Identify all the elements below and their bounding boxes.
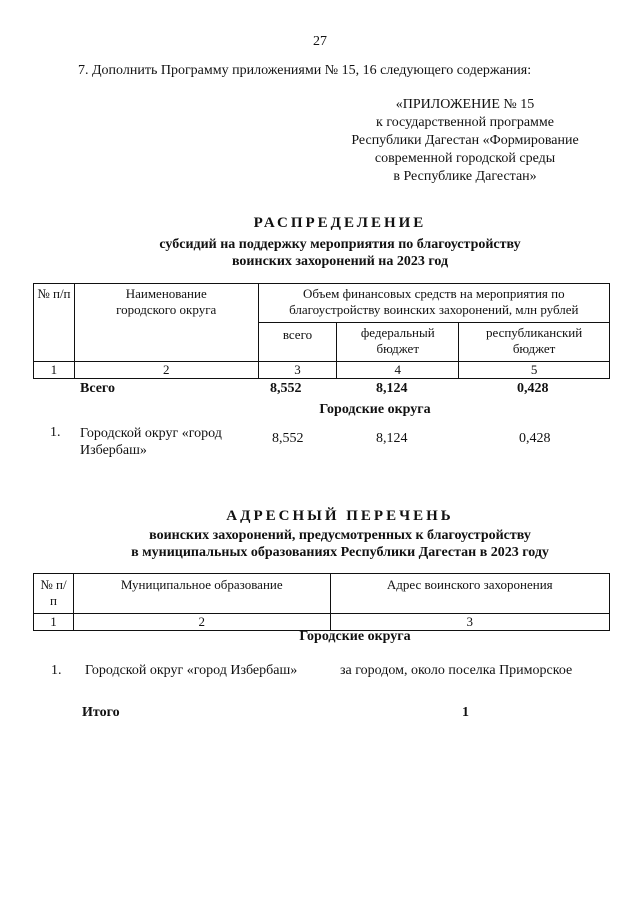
section-heading: Городские округа — [299, 629, 411, 644]
header-num: № п/п — [34, 574, 74, 614]
address-list-title: АДРЕСНЫЙ ПЕРЕЧЕНЬ — [226, 508, 454, 524]
header-federal-budget: федеральный бюджет — [337, 323, 459, 362]
header-funding-volume: Объем финансовых средств на мероприятия по благоустройству воинских захоронений, млн рублей — [258, 284, 609, 323]
section-heading: Городские округа — [319, 402, 431, 417]
distribution-table — [33, 283, 610, 379]
intro-paragraph: 7. Дополнить Программу приложениями № 15, 16 следующего содержания: — [78, 63, 532, 78]
row-district-name-line: Избербаш» — [80, 443, 147, 458]
row-district-name — [80, 425, 222, 459]
distribution-title: РАСПРЕДЕЛЕНИЕ — [253, 215, 427, 231]
total-value: 1 — [462, 705, 469, 720]
header-republic-budget: республиканский бюджет — [459, 323, 610, 362]
total-label: Итого — [82, 705, 120, 720]
appendix-line: к государственной программе — [376, 115, 554, 130]
appendix-line: Республики Дагестан «Формирование — [351, 133, 579, 148]
distribution-subtitle — [0, 236, 640, 270]
appendix-line: «ПРИЛОЖЕНИЕ № 15 — [395, 97, 535, 112]
address-table — [33, 573, 610, 631]
row-num: 1. — [51, 663, 62, 678]
distribution-subtitle-line: воинских захоронений на 2023 год — [231, 254, 449, 269]
total-row-total: 8,552 — [270, 381, 302, 396]
address-list-subtitle-line: в муниципальных образованиях Республики Дагестан в 2023 году — [131, 545, 549, 560]
header-num: № п/п — [34, 284, 75, 362]
column-number: 3 — [330, 614, 609, 631]
column-number: 2 — [73, 614, 330, 631]
column-number: 1 — [34, 614, 74, 631]
header-address: Адрес воинского захоронения — [330, 574, 609, 614]
row-district-name-line: Городской округ «город — [80, 426, 222, 441]
appendix-header — [330, 96, 600, 186]
row-num: 1. — [50, 425, 61, 440]
header-total: всего — [258, 323, 337, 362]
address-list-subtitle — [0, 527, 640, 561]
address-list-subtitle-line: воинских захоронений, предусмотренных к благоустройству — [149, 528, 531, 543]
row-municipality: Городской округ «город Избербаш» — [85, 663, 298, 678]
column-number: 5 — [459, 362, 610, 379]
row-total: 8,552 — [272, 431, 304, 446]
header-district-name: Наименование городского округа — [74, 284, 258, 362]
column-number: 1 — [34, 362, 75, 379]
page-number: 27 — [313, 34, 327, 49]
total-row-republic: 0,428 — [517, 381, 549, 396]
row-federal: 8,124 — [376, 431, 408, 446]
appendix-line: современной городской среды — [374, 151, 556, 166]
header-municipality: Муниципальное образование — [73, 574, 330, 614]
row-republic: 0,428 — [519, 431, 551, 446]
appendix-line: в Республике Дагестан» — [393, 169, 537, 184]
row-address: за городом, около поселка Приморское — [340, 663, 573, 678]
total-row-federal: 8,124 — [376, 381, 408, 396]
distribution-subtitle-line: субсидий на поддержку мероприятия по благоустройству — [159, 237, 521, 252]
column-number: 3 — [258, 362, 337, 379]
column-number: 4 — [337, 362, 459, 379]
column-number: 2 — [74, 362, 258, 379]
total-row-label: Всего — [80, 381, 115, 396]
